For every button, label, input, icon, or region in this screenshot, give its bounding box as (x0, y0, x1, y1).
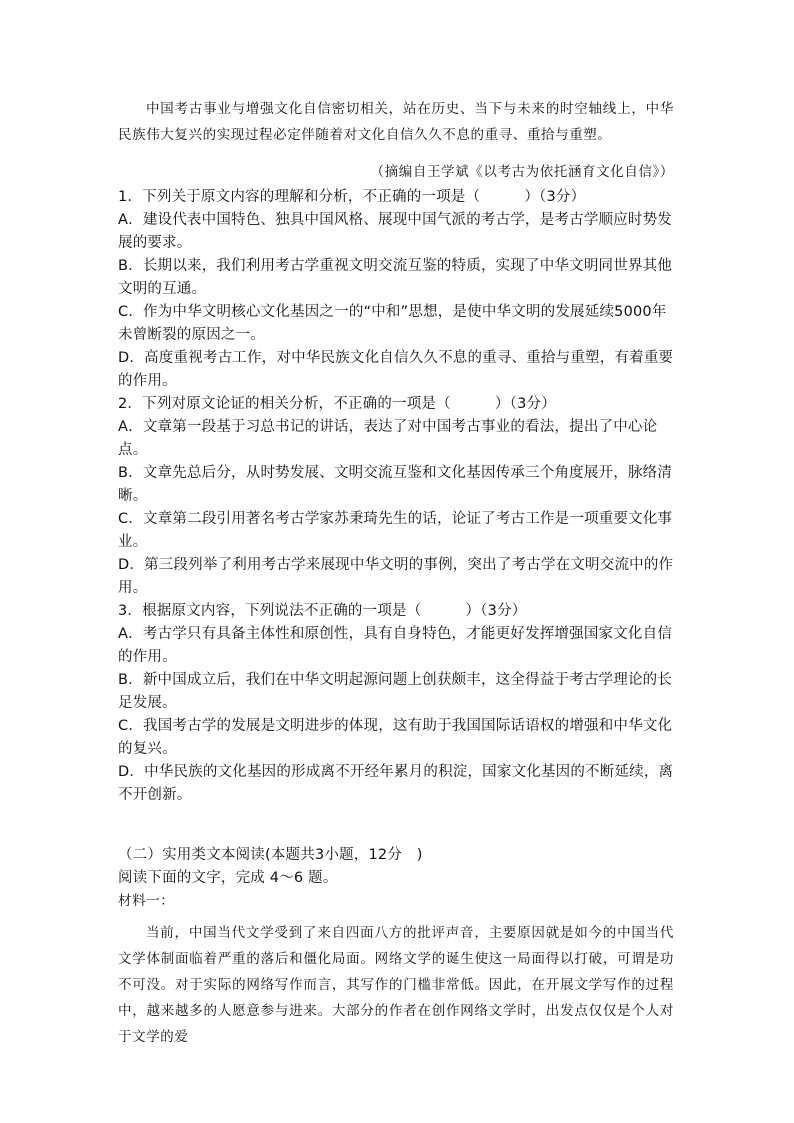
question-1-option-c: C．作为中华文明核心文化基因之一的“中和”思想，是使中华文明的发展延续5000年未曾断裂的原因之一。 (118, 304, 667, 343)
question-1-stem: 1．下列关于原文内容的理解和分析，不正确的一项是（ ）（3分） (118, 189, 586, 205)
section-2-heading: （二）实用类文本阅读(本题共3小题，12分 ) (118, 847, 423, 863)
question-block (118, 186, 678, 807)
question-3-option-a: A．考古学只有具备主体性和原创性，具有自身特色，才能更好发挥增强国家文化自信的作用。 (118, 626, 673, 665)
question-2-option-d: D．第三段列举了利用考古学来展现中华文明的事例，突出了考古学在文明交流中的作用。 (118, 557, 674, 596)
question-3-option-c: C．我国考古学的发展是文明进步的体现，这有助于我国国际话语权的增强和中华文化的复兴。 (118, 718, 673, 757)
question-1-option-d: D．高度重视考古工作，对中华民族文化自信久久不息的重寻、重拾与重塑，有着重要的作用。 (118, 350, 674, 389)
section-2-instruction: 阅读下面的文字，完成 4～6 题。 (118, 870, 338, 886)
question-1-option-a: A．建设代表中国特色、独具中国风格、展现中国气派的考古学，是考古学顺应时势发展的要求。 (118, 212, 673, 251)
question-1-option-b: B．长期以来，我们利用考古学重视文明交流互鉴的特质，实现了中华文明同世界其他文明的互通。 (118, 258, 673, 297)
question-2-option-b: B．文章先总后分，从时势发展、文明交流互鉴和文化基因传承三个角度展开，脉络清晰。 (118, 465, 673, 504)
passage-source: （摘编自王学斌《以考古为依托涵育文化自信》） (370, 164, 674, 180)
material-1-label: 材料一： (118, 893, 175, 909)
question-3-stem: 3．根据原文内容，下列说法不正确的一项是（ ）（3分） (118, 603, 527, 619)
material-1-text: 当前，中国当代文学受到了来自四面八方的批评声音，主要原因就是如今的中国当代文学体制面临着严重的落后和僵化局面。网络文学的诞生使这一局面得以打破，可谓是功不可没。对于实际的网络写作而言，其写作的门槛非常低。因此，在开展文学写作的过程中，越来越多的人愿意参与进来。大部分的作者在创作网络文学时，出发点仅仅是个人对于文学的爱 (118, 924, 674, 1045)
question-3-option-d: D．中华民族的文化基因的形成离不开经年累月的积淀，国家文化基因的不断延续，离不开创新。 (118, 764, 674, 803)
question-2-option-c: C．文章第二段引用著名考古学家苏秉琦先生的话，论证了考古工作是一项重要文化事业。 (118, 511, 673, 550)
passage-closing-paragraph: 中国考古事业与增强文化自信密切相关，站在历史、当下与未来的时空轴线上，中华民族伟大复兴的实现过程必定伴随着对文化自信久久不息的重寻、重拾与重塑。 (118, 101, 674, 143)
question-2-option-a: A．文章第一段基于习总书记的讲话，表达了对中国考古事业的看法，提出了中心论点。 (118, 419, 658, 458)
section-2-header (118, 844, 678, 913)
question-2-stem: 2．下列对原文论证的相关分析，不正确的一项是（ ）（3分） (118, 396, 556, 412)
question-3-option-b: B．新中国成立后，我们在中华文明起源问题上创获颇丰，这全得益于考古学理论的长足发展。 (118, 672, 673, 711)
